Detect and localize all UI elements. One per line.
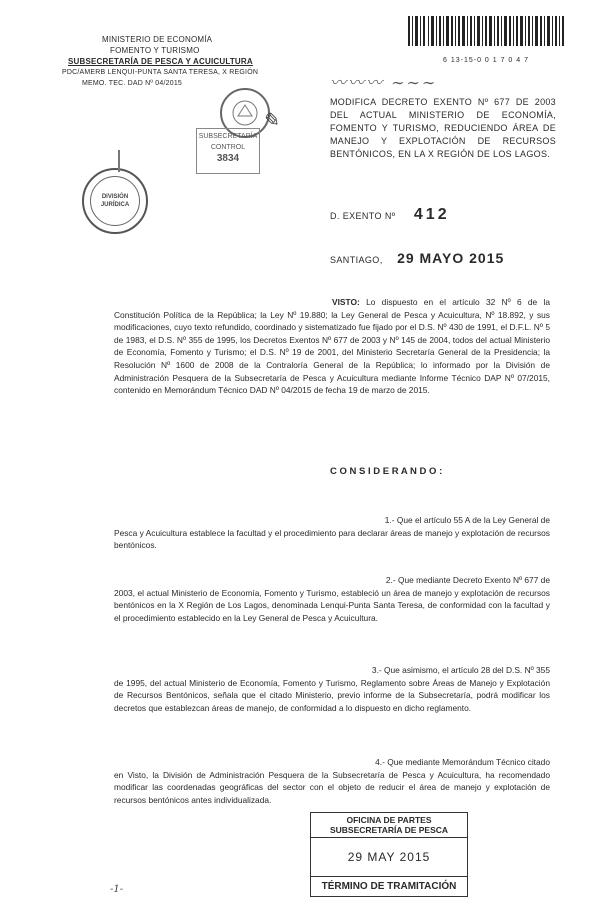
signature-mark: ✎ bbox=[260, 106, 281, 134]
city: SANTIAGO, bbox=[330, 255, 383, 265]
header-line-1: MINISTERIO DE ECONOMÍA bbox=[102, 35, 213, 44]
item-2-lead: 2.- Que mediante Decreto Exento Nº 677 de bbox=[385, 575, 550, 585]
item-4-text: en Visto, la División de Administración Pesquera de la Subsecretaría de Pesca y Acuicultura, ha recomendado modificar las coordenadas geográficas del sector con el objeto de reducir el área de manejo y explotación de recursos bentónicos antes individualizada. bbox=[114, 769, 550, 805]
seal-emblem-icon bbox=[230, 98, 260, 128]
barcode-block bbox=[408, 16, 564, 64]
page-mark: -1- bbox=[110, 884, 124, 895]
decree-number: 412 bbox=[413, 206, 450, 223]
stamp-line-2: SUBSECRETARÍA DE PESCA bbox=[311, 825, 467, 838]
barcode-number: 6 13-15-0 0 1 7 0 4 7 bbox=[443, 57, 529, 64]
stamp-footer: TÉRMINO DE TRAMITACIÓN bbox=[311, 876, 467, 896]
decree-label: D. EXENTO Nº bbox=[330, 211, 396, 221]
control-stamp-line-2: CONTROL bbox=[210, 144, 246, 151]
document-title: MODIFICA DECRETO EXENTO Nº 677 DE 2003 DEL ACTUAL MINISTERIO DE ECONOMÍA, FOMENTO Y TURISMO, REDUCIENDO ÁREA DE MANEJO Y EXPLOTACIÓN DE RECURSOS BENTÓNICOS, EN LA X REGIÓN DE LOS LAGOS. bbox=[330, 97, 556, 159]
considerando-item-3 bbox=[114, 664, 550, 714]
division-juridica-label: DIVISIÓN JURÍDICA bbox=[100, 194, 130, 208]
considerando-heading: C O N S I D E R A N D O : bbox=[330, 466, 443, 477]
visto-heading: VISTO: bbox=[332, 297, 360, 307]
ministry-header bbox=[62, 34, 302, 89]
division-juridica-stamp bbox=[82, 168, 148, 234]
oficina-partes-stamp bbox=[310, 812, 468, 897]
handwritten-annotation: 〰〰〰 ∼∼∼ bbox=[330, 73, 438, 92]
visto-text: Lo dispuesto en el artículo 32 Nº 6 de la Constitución Política de la República; la Ley Nº 19.880; la Ley General de Pesca y Acuicultura, Nº 18.892, y sus modificaciones, cuyo texto refundido, coordinado y sistematizado fue fijado por el D.S. Nº 430 de 1991, el D.F.L. Nº 5 de 1983, el D.S. Nº 355 de 1995, los Decretos Exentos Nº 677 de 2003 y Nº 145 de 2004, todos del actual Ministerio de Economía, Fomento y Turismo; el D.S. Nº 19 de 2001, del Ministerio Secretaría General de la Presidencia; la Resolución Nº 1600 de 2008 de la Contraloría General de la República; lo informado por la División de Administración Pesquera de la Subsecretaría de Pesca y Acuicultura mediante Informe Técnico DAP Nº 07/2015, contenido en Memorándum Técnico DAD Nº 04/2015 de fecha 19 de marzo de 2015. bbox=[114, 297, 551, 396]
control-stamp-number: 3834 bbox=[216, 153, 240, 164]
header-line-2: FOMENTO Y TURISMO bbox=[110, 46, 200, 55]
stamp-pen-mark bbox=[118, 150, 120, 172]
item-3-lead: 3.- Que asimismo, el artículo 28 del D.S. Nº 355 bbox=[371, 665, 550, 675]
item-3-text: de 1995, del actual Ministerio de Economía, Fomento y Turismo, Reglamento sobre Áreas de Manejo y Explotación de Recursos Bentónicos, señala que el citado Ministerio, previo informe de la Subsecretaría, podrá modificar los decretos que establezcan áreas de manejo, de conformidad a lo dispuesto en dicho reglamento. bbox=[114, 677, 550, 713]
item-2-text: 2003, el actual Ministerio de Economía, Fomento y Turismo, estableció un área de manejo y explotación de recursos bentónicos en la X Región de Los Lagos, denominada Lenqui-Punta Santa Teresa, de conformidad con la facultad y el procedimiento establecido en la Ley General de Pesca y Acuicultura. bbox=[114, 587, 550, 623]
control-stamp bbox=[196, 128, 260, 174]
header-line-4: PDC/AMERB LENQUI-PUNTA SANTA TERESA, X REGIÓN bbox=[62, 69, 259, 76]
decree-number-line bbox=[330, 206, 450, 224]
place-date-line bbox=[330, 250, 504, 268]
item-1-lead: 1.- Que el artículo 55 A de la Ley General de bbox=[384, 515, 550, 525]
barcode-icon bbox=[408, 16, 564, 52]
item-4-lead: 4.- Que mediante Memorándum Técnico citado bbox=[375, 757, 550, 767]
visto-paragraph bbox=[114, 296, 550, 397]
control-stamp-line-1: SUBSECRETARÍA bbox=[198, 133, 258, 140]
decree-date: 29 MAYO 2015 bbox=[397, 250, 505, 266]
header-line-3: SUBSECRETARÍA DE PESCA Y ACUICULTURA bbox=[68, 57, 253, 66]
considerando-item-2 bbox=[114, 574, 550, 624]
considerando-item-1 bbox=[114, 514, 550, 552]
stamp-date: 29 MAY 2015 bbox=[347, 850, 431, 864]
item-1-text: Pesca y Acuicultura establece la facultad y el procedimiento para declarar áreas de manejo y explotación de recursos bentónicos. bbox=[114, 527, 550, 551]
header-line-5: MEMO. TEC. DAD Nº 04/2015 bbox=[82, 80, 183, 87]
stamp-line-1: OFICINA DE PARTES bbox=[346, 815, 432, 825]
considerando-item-4 bbox=[114, 756, 550, 806]
